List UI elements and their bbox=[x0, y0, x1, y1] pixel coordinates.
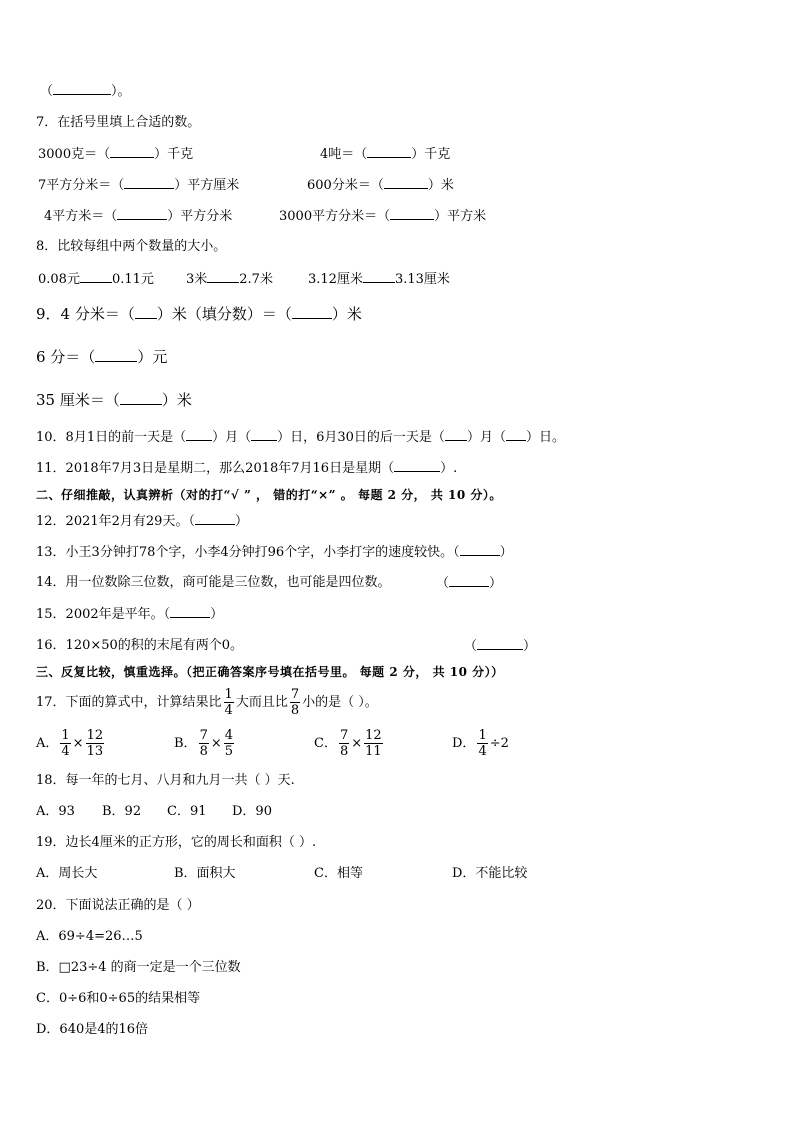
answer-blank[interactable] bbox=[120, 392, 162, 405]
q20-option-a[interactable]: A．69÷4=26…5 bbox=[36, 929, 143, 944]
answer-blank[interactable] bbox=[384, 176, 428, 189]
option-d[interactable]: D．不能比较 bbox=[452, 866, 528, 881]
question-15: 15．2002年是平年。（ ） bbox=[36, 607, 224, 622]
option-c[interactable]: C．相等 bbox=[314, 866, 363, 881]
option-b[interactable]: B．92 bbox=[102, 804, 142, 819]
q7-item-2: 4吨＝（ ）千克 bbox=[320, 147, 451, 162]
answer-blank[interactable] bbox=[135, 306, 157, 319]
answer-blank[interactable] bbox=[390, 207, 434, 220]
q20-option-c[interactable]: C．0÷6和0÷65的结果相等 bbox=[36, 991, 201, 1006]
answer-blank[interactable] bbox=[394, 459, 440, 472]
answer-blank[interactable] bbox=[53, 82, 111, 95]
answer-blank[interactable] bbox=[506, 428, 526, 441]
answer-blank[interactable] bbox=[110, 145, 154, 158]
question-9-line-2: 6 分＝（ ）元 bbox=[36, 348, 168, 366]
option-b[interactable]: B． $\frac{7}{8}$ × $\frac{4}{5}$ bbox=[174, 728, 234, 759]
q7-item-4: 600分米＝（ ）米 bbox=[307, 178, 454, 193]
answer-blank[interactable] bbox=[445, 428, 467, 441]
q7-item-3: 7平方分米＝（ ）平方厘米 bbox=[38, 178, 240, 193]
answer-blank[interactable] bbox=[251, 428, 277, 441]
question-16: 16．120×50的积的末尾有两个0。 （ ） bbox=[36, 638, 537, 654]
option-b[interactable]: B．面积大 bbox=[174, 866, 236, 881]
question-10: 10．8月1日的前一天是（ ）月（ ）日，6月30日的后一天是（ ）月（ ）日。 bbox=[36, 430, 565, 445]
answer-blank[interactable] bbox=[117, 207, 167, 220]
question-9-line-1: 9．4 分米＝（ ）米（填分数）＝（ ）米 bbox=[36, 305, 362, 323]
answer-blank[interactable] bbox=[363, 270, 395, 283]
q18-options bbox=[36, 803, 776, 821]
q7-row-3 bbox=[44, 207, 784, 225]
answer-blank[interactable] bbox=[207, 270, 239, 283]
q7-row-2 bbox=[38, 176, 778, 194]
fraction-one-quarter: $\frac{1}{4}$ bbox=[224, 687, 233, 718]
answer-blank[interactable] bbox=[95, 349, 137, 362]
q20-option-d[interactable]: D．640是4的16倍 bbox=[36, 1022, 149, 1037]
answer-blank[interactable] bbox=[292, 306, 332, 319]
option-a[interactable]: A．93 bbox=[36, 804, 75, 819]
option-d[interactable]: D． $\frac{1}{4}$ ÷2 bbox=[452, 728, 509, 759]
question-9-line-3: 35 厘米＝（ ）米 bbox=[36, 391, 192, 409]
q7-row-1 bbox=[38, 145, 778, 163]
question-20: 20．下面说法正确的是（ ） bbox=[36, 898, 200, 913]
answer-blank[interactable] bbox=[186, 428, 212, 441]
answer-blank[interactable] bbox=[477, 637, 523, 650]
option-a[interactable]: A． $\frac{1}{4}$ × $\frac{12}{13}$ bbox=[36, 728, 104, 759]
option-a[interactable]: A．周长大 bbox=[36, 866, 98, 881]
question-17: 17．下面的算式中，计算结果比 $\frac{1}{4}$ 大而且比 $\frac{7}{8}$ 小的是（ ）。 bbox=[36, 687, 378, 718]
question-7-title: 7．在括号里填上合适的数。 bbox=[36, 115, 201, 130]
answer-blank[interactable] bbox=[449, 574, 489, 587]
section-3-heading: 三、反复比较，慎重选择。（把正确答案序号填在括号里。 每题 2 分， 共 10 分）） bbox=[36, 665, 504, 679]
q8-item-1: 0.08元 0.11元 bbox=[38, 272, 154, 287]
q8-item-3: 3.12厘米 3.13厘米 bbox=[308, 272, 450, 287]
question-12: 12．2021年2月有29天。（ ） bbox=[36, 514, 248, 529]
question-14: 14．用一位数除三位数，商可能是三位数，也可能是四位数。 （ ） bbox=[36, 575, 503, 591]
question-19: 19．边长4厘米的正方形，它的周长和面积（ ）. bbox=[36, 835, 317, 850]
answer-blank[interactable] bbox=[460, 543, 500, 556]
q8-item-2: 3米 2.7米 bbox=[186, 272, 273, 287]
q8-items bbox=[38, 270, 778, 288]
answer-blank[interactable] bbox=[195, 512, 235, 525]
answer-blank[interactable] bbox=[124, 176, 174, 189]
question-13: 13．小王3分钟打78个字，小李4分钟打96个字，小李打字的速度较快。（ ） bbox=[36, 545, 513, 560]
q7-item-5: 4平方米＝（ ）平方分米 bbox=[44, 209, 233, 224]
prev-answer-line: （ ）。 bbox=[40, 84, 131, 99]
option-c[interactable]: C．91 bbox=[167, 804, 207, 819]
q7-item-6: 3000平方分米＝（ ）平方米 bbox=[279, 209, 487, 224]
section-2-heading: 二、仔细推敲，认真辨析（对的打“√ ” ， 错的打“×” 。 每题 2 分， 共 10 分）。 bbox=[36, 488, 502, 502]
question-8-title: 8．比较每组中两个数量的大小。 bbox=[36, 239, 227, 254]
question-18: 18．每一年的七月、八月和九月一共（ ）天. bbox=[36, 773, 295, 788]
q14-answer: （ ） bbox=[436, 576, 503, 591]
question-11: 11．2018年7月3日是星期二，那么2018年7月16日是星期（ ）. bbox=[36, 461, 458, 476]
q20-option-b[interactable]: B．□23÷4 的商一定是一个三位数 bbox=[36, 960, 241, 975]
answer-blank[interactable] bbox=[80, 270, 112, 283]
option-d[interactable]: D．90 bbox=[232, 804, 272, 819]
fraction-seven-eighths: $\frac{7}{8}$ bbox=[290, 687, 300, 718]
answer-blank[interactable] bbox=[367, 145, 411, 158]
q7-item-1: 3000克＝（ ）千克 bbox=[38, 147, 194, 162]
answer-blank[interactable] bbox=[170, 605, 210, 618]
q16-answer: （ ） bbox=[464, 639, 537, 654]
q19-options bbox=[36, 865, 776, 883]
q17-options bbox=[36, 727, 776, 763]
option-c[interactable]: C． $\frac{7}{8}$ × $\frac{12}{11}$ bbox=[314, 728, 382, 759]
